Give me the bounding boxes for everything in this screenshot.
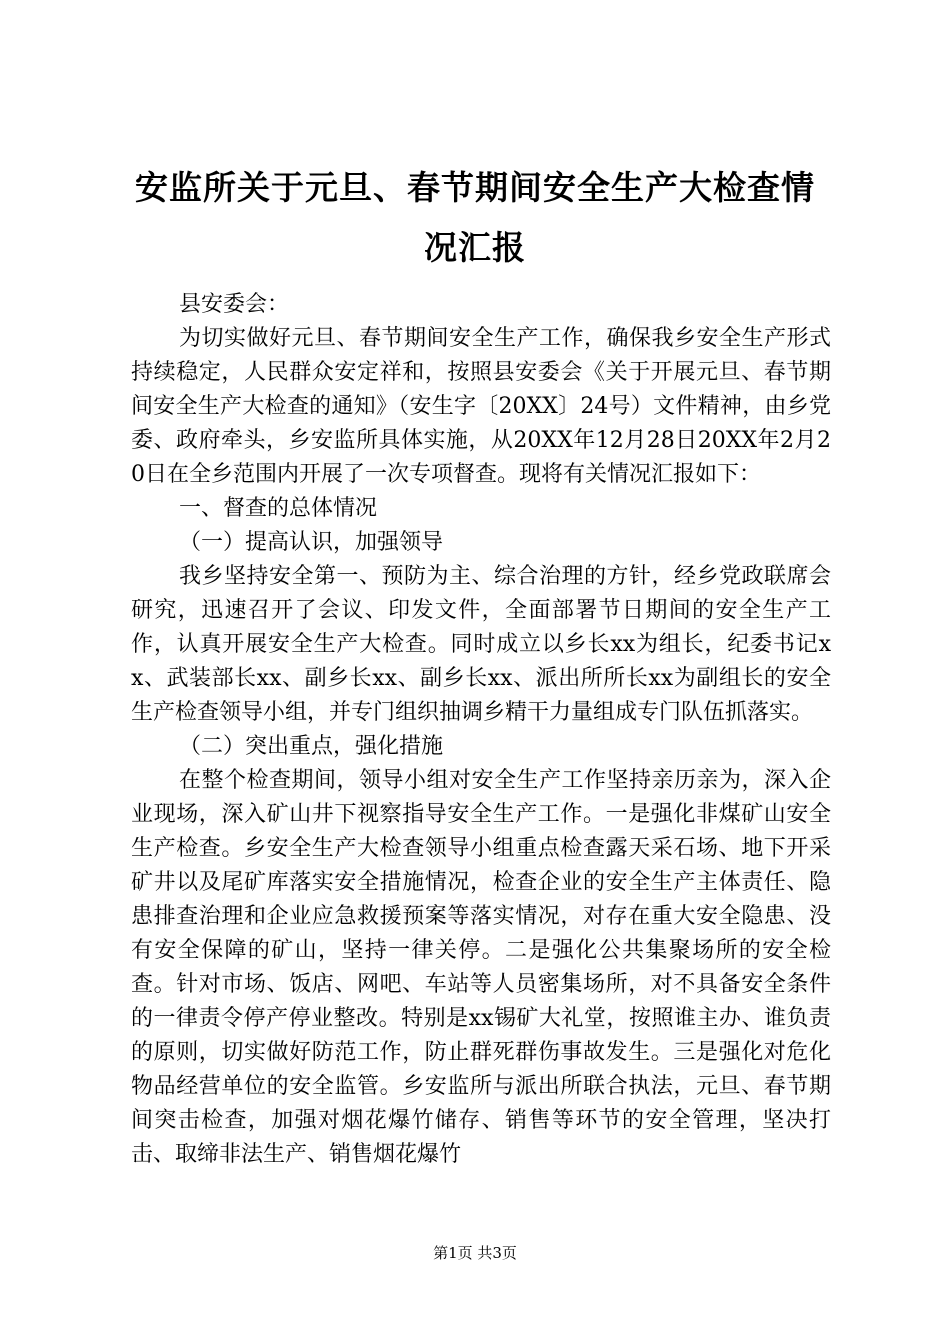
section-heading-1: 一、督查的总体情况 xyxy=(179,496,378,521)
subsection-heading-2: （二）突出重点，强化措施 xyxy=(179,734,444,759)
body-paragraph-1: 我乡坚持安全第一、预防为主、综合治理的方针，经乡党政联席会研究，迅速召开了会议、印发文件，全面部署节日期间的安全生产工作，认真开展安全生产大检查。同时成立以乡长xx为组长，纪委书记xx、武装部长xx、副乡长xx、副乡长xx、派出所所长xx为副组长的安全生产检查领导小组，并专门组织抽调乡精干力量组成专门队伍抓落实。 xyxy=(131,564,831,725)
subsection-heading-1: （一）提高认识，加强领导 xyxy=(179,530,444,555)
body-paragraph-2: 在整个检查期间，领导小组对安全生产工作坚持亲历亲为，深入企业现场，深入矿山井下视察指导安全生产工作。一是强化非煤矿山安全生产检查。乡安全生产大检查领导小组重点检查露天采石场、地下开采矿井以及尾矿库落实安全措施情况，检查企业的安全生产主体责任、隐患排查治理和企业应急救援预案等落实情况，对存在重大安全隐患、没有安全保障的矿山，坚持一律关停。二是强化公共集聚场所的安全检查。针对市场、饭店、网吧、车站等人员密集场所，对不具备安全条件的一律责令停产停业整改。特别是xx锡矿大礼堂，按照谁主办、谁负责的原则，切实做好防范工作，防止群死群伤事故发生。三是强化对危化物品经营单位的安全监管。乡安监所与派出所联合执法，元旦、春节期间突击检查，加强对烟花爆竹储存、销售等环节的安全管理，坚决打击、取缔非法生产、销售烟花爆竹 xyxy=(131,768,831,1167)
intro-paragraph: 为切实做好元旦、春节期间安全生产工作，确保我乡安全生产形式持续稳定，人民群众安定祥和，按照县安委会《关于开展元旦、春节期间安全生产大检查的通知》（安生字〔20XX〕24号）文件精神，由乡党委、政府牵头，乡安监所具体实施，从20XX年12月28日20XX年2月20日在全乡范围内开展了一次专项督查。现将有关情况汇报如下： xyxy=(131,326,831,487)
page-number: 第1页 共3页 xyxy=(433,1244,517,1262)
page-footer xyxy=(0,1243,950,1263)
document-title-line-2: 况汇报 xyxy=(424,228,526,267)
salutation: 县安委会： xyxy=(179,292,290,317)
document-title xyxy=(110,158,840,278)
document-body xyxy=(131,288,831,1172)
document-title-line-1: 安监所关于元旦、春节期间安全生产大检查情 xyxy=(135,168,815,207)
